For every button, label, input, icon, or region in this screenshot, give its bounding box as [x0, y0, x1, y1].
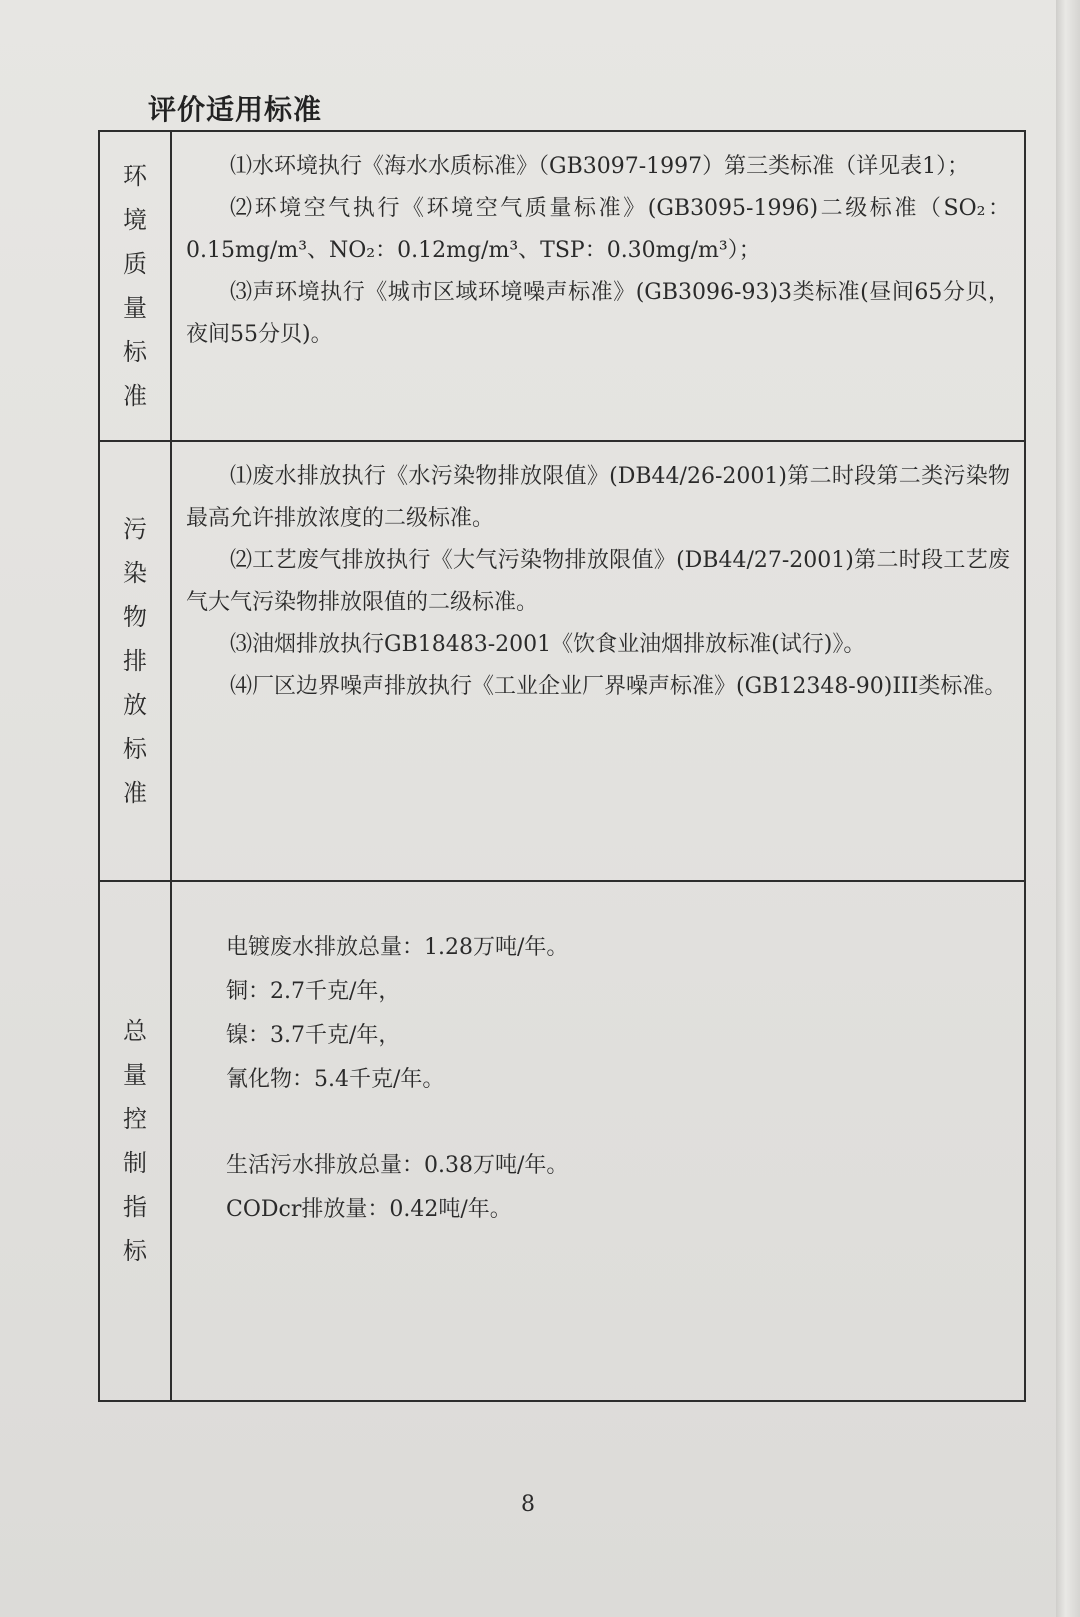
- row-label-cell: [99, 131, 171, 441]
- total-control-content: [171, 881, 1025, 1401]
- paragraph: ⑷厂区边界噪声排放执行《工业企业厂界噪声标准》(GB12348-90)III类标准。: [230, 674, 1007, 699]
- list-item: 氰化物：5.4千克/年。: [226, 1067, 445, 1092]
- environment-quality-content: [171, 131, 1025, 441]
- paragraph: ⑵环境空气执行《环境空气质量标准》(GB3095-1996)二级标准（SO₂：0.15mg/m³、NO₂：0.12mg/m³、TSP：0.30mg/m³）；: [186, 196, 1010, 263]
- section-title: 评价适用标准: [148, 93, 323, 126]
- paragraph: ⑴废水排放执行《水污染物排放限值》(DB44/26-2001)第二时段第二类污染物最高允许排放浓度的二级标准。: [186, 464, 1010, 531]
- paragraph: ⑴水环境执行《海水水质标准》（GB3097-1997）第三类标准（详见表1）；: [230, 154, 970, 179]
- row-label-cell: [99, 881, 171, 1401]
- table-row: [99, 131, 1025, 441]
- row-label-total-control: 总量控制指标: [123, 1017, 147, 1265]
- list-item: 电镀废水排放总量：1.28万吨/年。: [226, 935, 569, 960]
- standards-table: [98, 130, 1026, 1402]
- list-item: 镍：3.7千克/年，: [226, 1023, 401, 1048]
- list-item: 生活污水排放总量：0.38万吨/年。: [226, 1153, 569, 1178]
- paragraph: ⑵工艺废气排放执行《大气污染物排放限值》(DB44/27-2001)第二时段工艺废气大气污染物排放限值的二级标准。: [186, 548, 1010, 615]
- row-label-cell: [99, 441, 171, 881]
- table-row: [99, 881, 1025, 1401]
- row-label-pollutant-discharge: 污染物排放标准: [123, 515, 147, 807]
- table-row: [99, 441, 1025, 881]
- page-edge: [1056, 0, 1080, 1617]
- row-label-environment-quality: 环境质量标准: [123, 162, 147, 410]
- page-number: 8: [521, 1492, 535, 1517]
- paragraph: ⑶声环境执行《城市区域环境噪声标准》(GB3096-93)3类标准(昼间65分贝，夜间55分贝)。: [186, 280, 1010, 347]
- paragraph: ⑶油烟排放执行GB18483-2001《饮食业油烟排放标准(试行)》。: [230, 632, 866, 657]
- pollutant-discharge-content: [171, 441, 1025, 881]
- list-item: 铜：2.7千克/年，: [226, 979, 401, 1004]
- list-item: CODcr排放量：0.42吨/年。: [226, 1197, 512, 1222]
